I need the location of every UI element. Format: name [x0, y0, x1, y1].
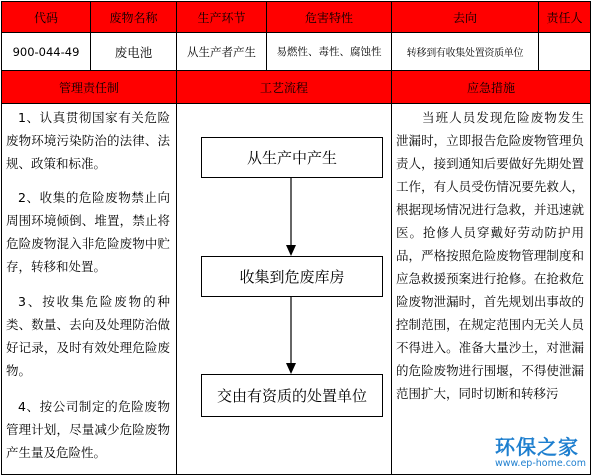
emergency-text: 当班人员发现危险废物发生泄漏时，立即报告危险废物管理负责人，接到通知后要做好先期处置工作，有人员受伤情况要先救人，根据现场情况进行急救，并迅速就医。抢修人员穿戴好劳动防护用品，严格按照危险废物管理制度和应急救援预案进行抢修。在抢救危险废物泄漏时，首先规划出事故的控制范围，在规定范围内无关人员不得进入。准备大量沙土，对泄漏的危险废物进行围堰，不得使泄漏范围扩大，同时切断和转移污: [396, 110, 584, 401]
flow-arrow-2: [286, 297, 296, 374]
value-hazard: 易燃性、毒性、腐蚀性: [266, 32, 392, 71]
management-item-1: 1、认真贯彻国家有关危险废物环境污染防治的法律、法规、政策和标准。: [6, 110, 170, 171]
value-waste-name: 废电池: [90, 32, 177, 71]
value-destination: 转移到有收集处置资质单位: [391, 32, 539, 71]
header-waste-name: 废物名称: [90, 1, 177, 33]
flow-step-1: 从生产中产生: [201, 137, 383, 178]
watermark-logo: [495, 431, 586, 469]
section-emergency: 应急措施: [391, 70, 591, 104]
header-code: 代码: [1, 1, 91, 33]
section-management: 管理责任制: [1, 70, 177, 104]
section-process: 工艺流程: [176, 70, 392, 104]
management-item-3: 3、按收集危险废物的种类、数量、去向及处理防治做好记录，及时有效处理危险废物。: [6, 294, 170, 378]
value-production-stage: 从生产者产生: [176, 32, 267, 71]
flow-step-3: 交由有资质的处置单位: [201, 374, 383, 417]
header-destination: 去向: [391, 1, 539, 33]
flow-arrow-1: [286, 178, 296, 256]
header-production-stage: 生产环节: [176, 1, 267, 33]
management-item-4: 4、按公司制定的危险废物管理计划，尽量减少危险废物产生量及危险性。: [6, 399, 170, 460]
watermark-url: www.ep-home.com: [494, 458, 586, 469]
header-responsible: 责任人: [538, 1, 591, 33]
header-hazard: 危害特性: [266, 1, 392, 33]
management-item-2: 2、收集的危险废物禁止向周围环境倾倒、堆置，禁止将危险废物混入非危险废物中贮存，转移和处置。: [6, 190, 170, 274]
watermark-text: 环保之家: [494, 435, 579, 459]
value-code: 900-044-49: [1, 32, 91, 71]
flow-step-2: 收集到危废库房: [201, 256, 383, 297]
